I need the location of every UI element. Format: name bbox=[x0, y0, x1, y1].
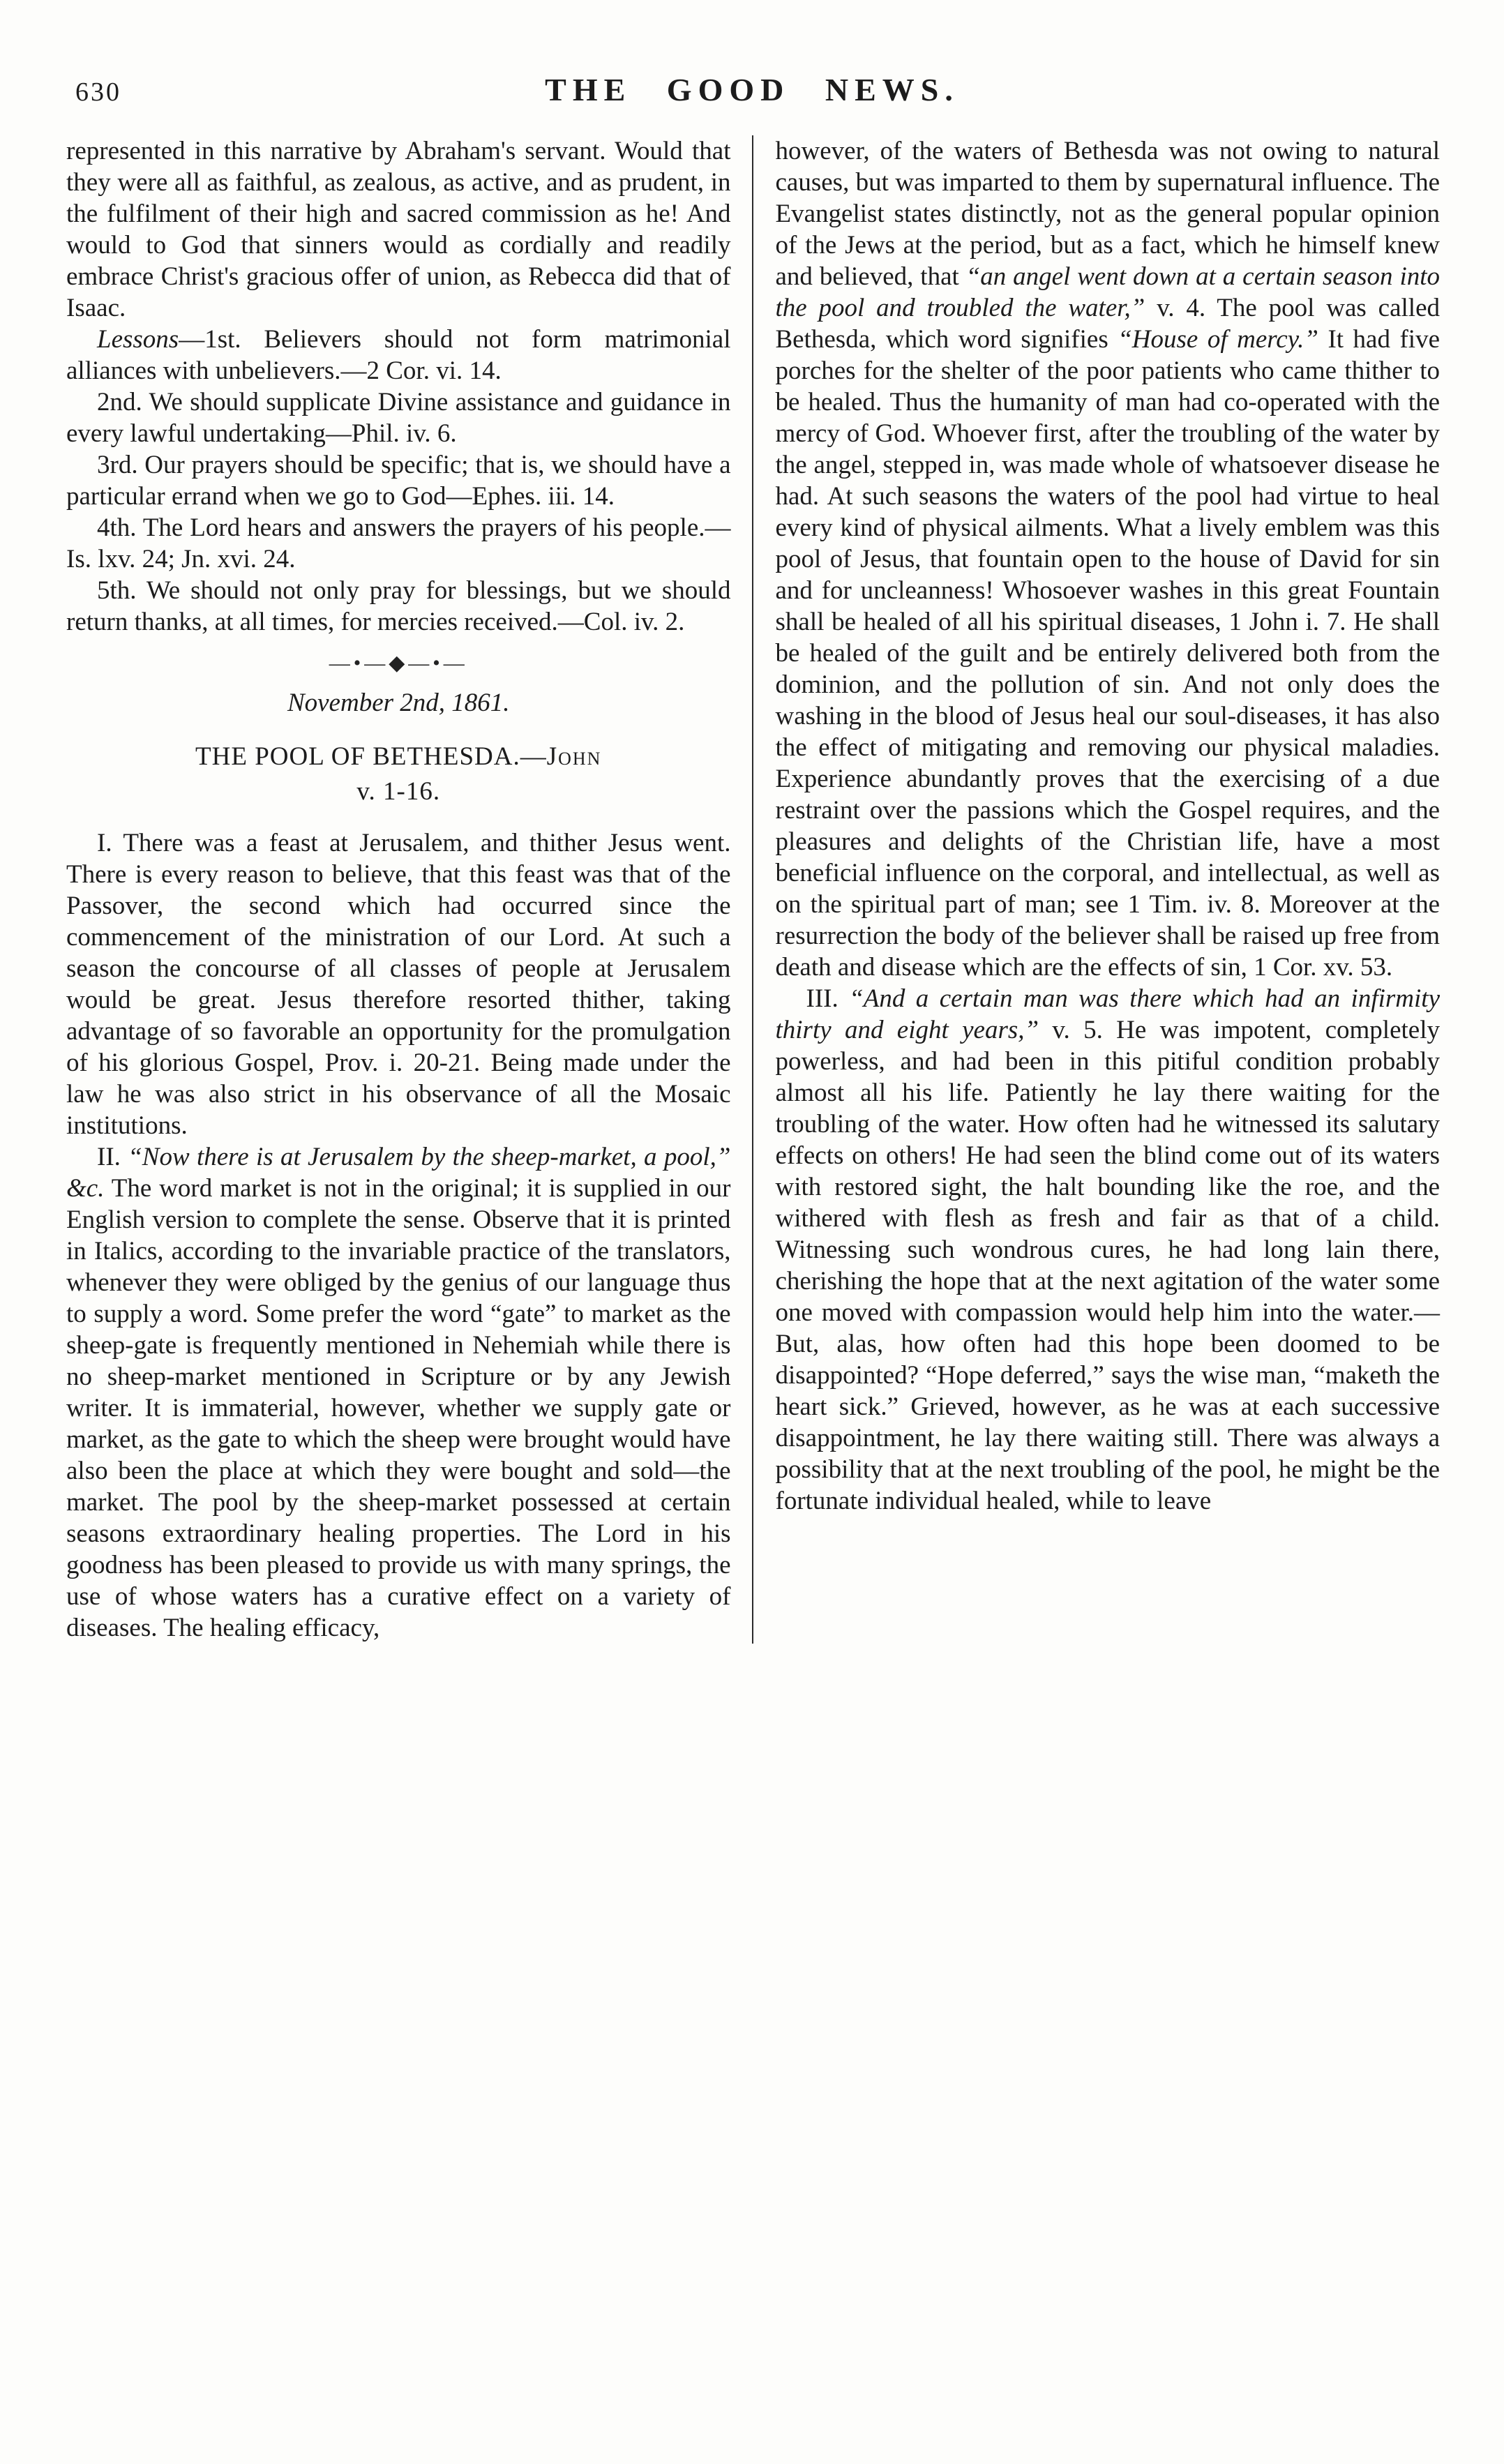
continuation-paragraph: represented in this narrative by Abraham's servant. Would that they were all as faithful, as zealous, as active, and as prudent, in the fulfilment of their high and sacred commission as he! And would to God that sinners would as cordially and readily embrace Christ's gracious offer of union, as Rebecca did that of Isaac. bbox=[66, 137, 731, 322]
house-of-mercy-quote: “House of mercy.” bbox=[1118, 325, 1318, 354]
section-3-paragraph bbox=[776, 983, 1441, 1517]
section-3-body: v. 5. He was impotent, completely powerless, and had been in this pitiful condition probably almost all his life. Patiently he lay there waiting for the troubling of the water. How often had he witnessed its salutary effects on others! He had seen the blind come out of its waters with restored sight, the halt bounding like the roe, and the withered with flesh as fresh and fair as that of a child. Witnessing such wondrous cures, he had long lain there, cherishing the hope that at the next agitation of the water some one moved with compassion would help him into the water.—But, alas, how often had this hope been doomed to be disappointed? “Hope deferred,” says the wise man, “maketh the heart sick.” Grieved, however, as he was at each successive disappointment, he lay there waiting still. There was always a possibility that at the next troubling of the pool, he might be the fortunate individual healed, while to leave bbox=[775, 1016, 1440, 1515]
left-column bbox=[66, 135, 753, 1644]
article-reference-verse: v. 1-16. bbox=[356, 777, 441, 806]
bethesda-text-2: v. 4. The pool was called Bethesda, which word signifies bbox=[775, 294, 1440, 354]
page-number: 630 bbox=[75, 77, 121, 107]
angel-scripture-quote: “an angel went down at a certain season into the pool and troubled the water,” bbox=[775, 262, 1441, 322]
lessons-paragraph bbox=[66, 324, 731, 386]
section-2-scripture-quote: “Now there is at Jerusalem by the sheep-market, a pool,” &c. bbox=[66, 1143, 731, 1203]
section-3-numeral: III. bbox=[806, 984, 850, 1013]
lesson-1-text: —1st. Believers should not form matrimonial alliances with unbelievers.—2 Cor. vi. 14. bbox=[66, 325, 731, 385]
section-divider bbox=[66, 647, 731, 679]
right-column bbox=[753, 135, 1441, 1644]
article-heading bbox=[66, 739, 731, 809]
lesson-2-paragraph: 2nd. We should supplicate Divine assistance and guidance in every lawful undertaking—Phil. iv. 6. bbox=[66, 388, 731, 448]
lesson-5-paragraph: 5th. We should not only pray for blessings, but we should return thanks, at all times, for mercies received.—Col. iv. 2. bbox=[66, 576, 731, 636]
masthead-title: THE GOOD NEWS. bbox=[545, 72, 959, 107]
lessons-label: Lessons bbox=[97, 325, 179, 354]
dateline: November 2nd, 1861. bbox=[287, 689, 510, 717]
lesson-3-paragraph: 3rd. Our prayers should be specific; that is, we should have a particular errand when we go to God—Ephes. iii. 14. bbox=[66, 451, 731, 511]
bethesda-text-3: It had five porches for the shelter of the poor patients who came thither to be healed. Thus the humanity of man had co-operated with the mercy of God. Whoever first, after the troubling of the water by the angel, stepped in, was made whole of whatsoever disease he had. At such seasons the waters of the pool had virtue to heal every kind of physical ailments. What a lively emblem was this pool of Jesus, that fountain open to the house of David for sin and for uncleanness! Whosoever washes in this great Fountain shall be healed of all his spiritual diseases, 1 John i. 7. He shall be healed of the guilt and be entirely delivered both from the dominion, and the pollution of sin. And not only does the washing in the blood of Jesus heal our soul-diseases, it has also the effect of mitigating and removing our physical maladies. Experience abundantly proves that the exercising of a due restraint over the passions which the Gospel requires, and the pleasures and delights of the Christian life, have a most beneficial influence on the corporal, and intellectual, as well as on the spiritual part of man; see 1 Tim. iv. 8. Moreover at the resurrection the body of the believer shall be raised up free from death and disease which are the effects of sin, 1 Cor. xv. 53. bbox=[775, 325, 1440, 982]
article-reference-book: John bbox=[546, 742, 602, 771]
bethesda-text-1: however, of the waters of Bethesda was not owing to natural causes, but was imparted to them by supernatural influence. The Evangelist states distinctly, not as the general popular opinion of the Jews at the period, but as a fact, which he himself knew and believed, that bbox=[775, 137, 1440, 291]
lesson-4-paragraph: 4th. The Lord hears and answers the prayers of his people.—Is. lxv. 24; Jn. xvi. 24. bbox=[66, 513, 731, 573]
divider-ornament: —•—◆—•— bbox=[329, 652, 468, 675]
section-2-body: The word market is not in the original; it is supplied in our English version to complete the sense. Observe that it is printed in Italics, according to the invariable practice of the translators, whenever they were obliged by the genius of our language thus to supply a word. Some prefer the word “gate” to market as the sheep-gate is frequently mentioned in Nehemiah while there is no sheep-market mentioned in Scripture or by any Jewish writer. It is immaterial, however, whether we supply gate or market, as the gate to which the sheep were brought would have also been the place at which they were bought and sold—the market. The pool by the sheep-market possessed at certain seasons extraordinary healing properties. The Lord in his goodness has been pleased to provide us with many springs, the use of whose waters has a curative effect on a variety of diseases. The healing efficacy, bbox=[66, 1174, 731, 1642]
bethesda-paragraph bbox=[776, 135, 1441, 983]
article-title: THE POOL OF BETHESDA.— bbox=[195, 742, 547, 771]
section-1-paragraph: I. There was a feast at Jerusalem, and thither Jesus went. There is every reason to believe, that this feast was that of the Passover, the second which had occurred since the commencement of the ministration of our Lord. At such a season the concourse of all classes of people at Jerusalem would be great. Jesus therefore resorted thither, taking advantage of so favorable an opportunity for the promulgation of his glorious Gospel, Prov. i. 20-21. Being made under the law he was also strict in his observance of all the Mosaic institutions. bbox=[66, 829, 731, 1140]
section-2-numeral: II. bbox=[97, 1143, 128, 1171]
two-column-layout bbox=[66, 135, 1440, 1644]
section-2-paragraph bbox=[66, 1141, 731, 1644]
section-3-scripture-quote: “And a certain man was there which had an infirmity thirty and eight years,” bbox=[775, 984, 1440, 1044]
page-header bbox=[70, 71, 1434, 116]
